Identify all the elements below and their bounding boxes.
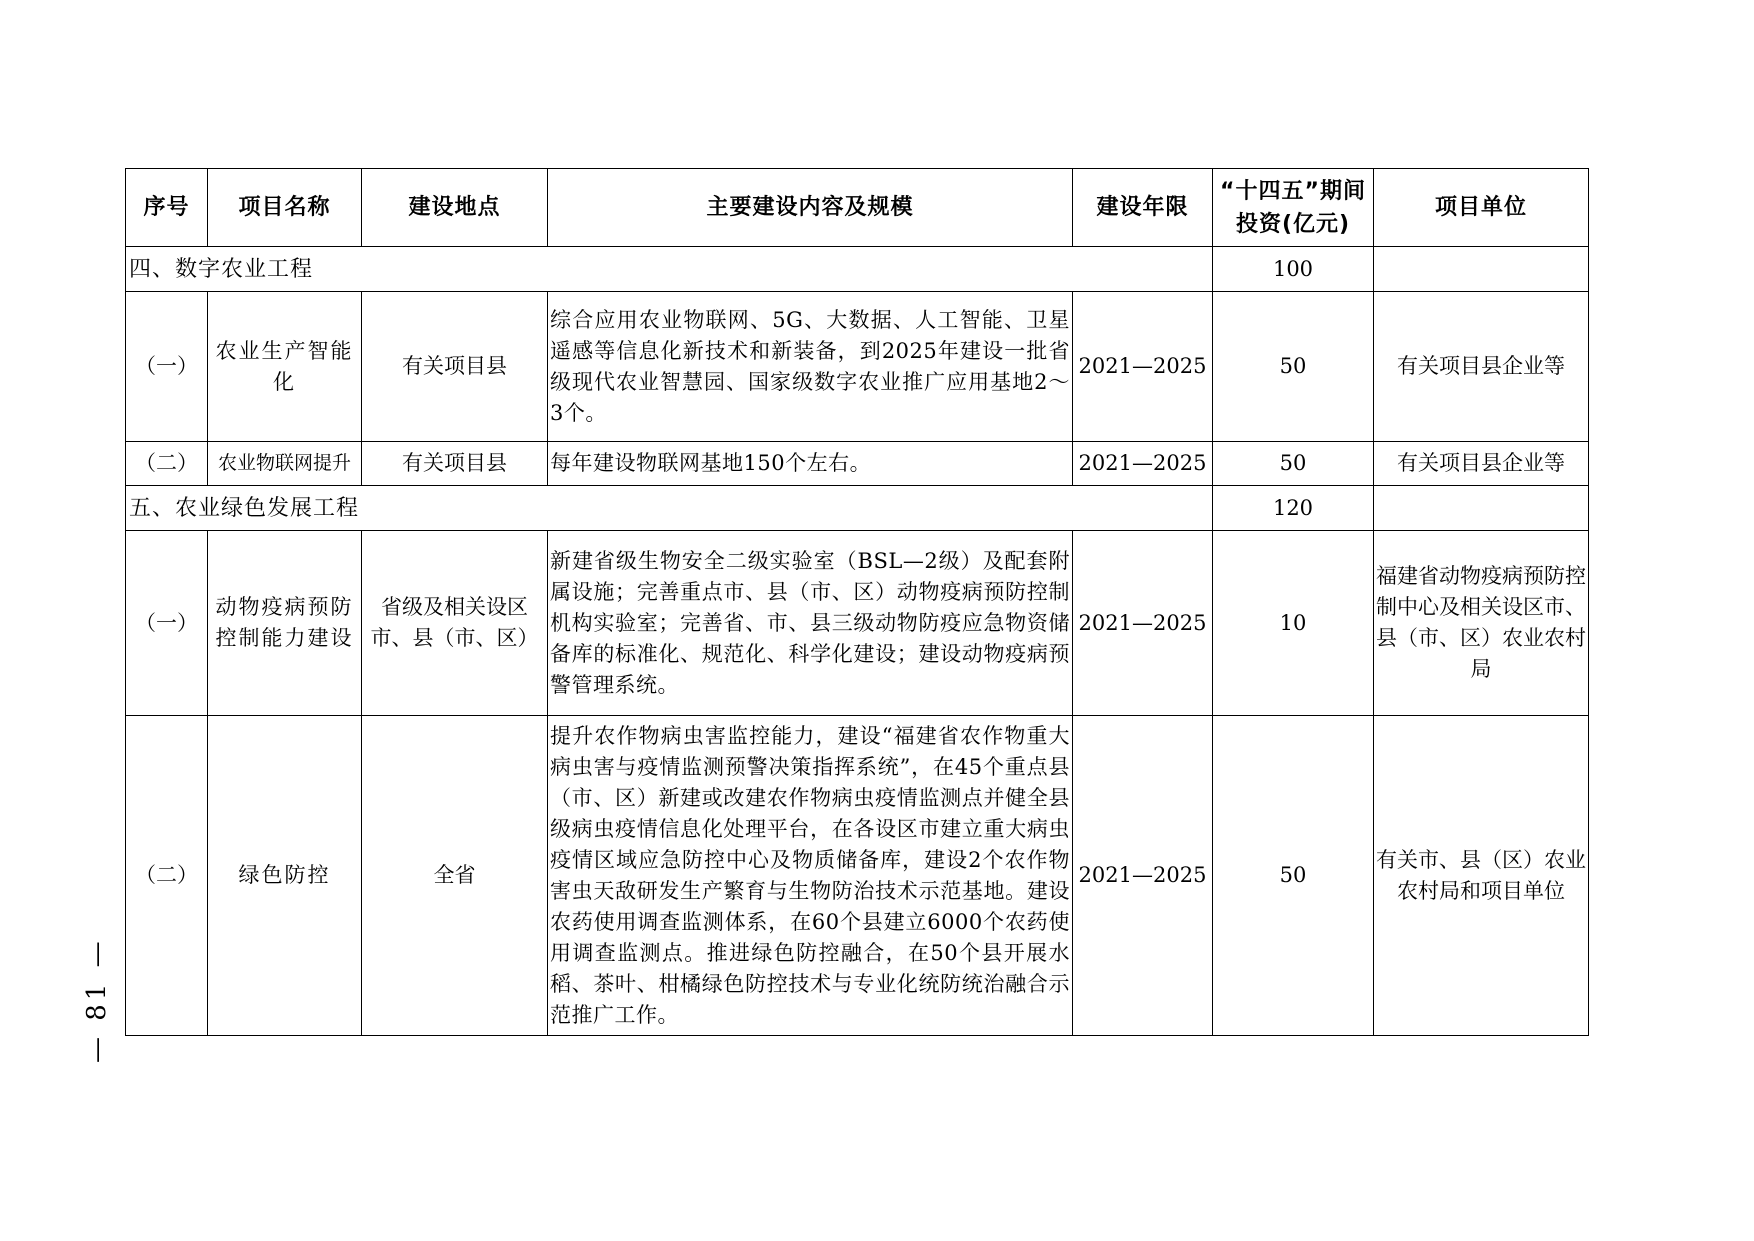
cell-content: 提升农作物病虫害监控能力，建设“福建省农作物重大病虫害与疫情监测预警决策指挥系统”，在45个重点县（市、区）新建或改建农作物病虫疫情监测点并健全县级病虫疫情信息化处理平台，在各设区市建立重大病虫疫情区域应急防控中心及物质储备库，建设2个农作物害虫天敌研发生产繁育与生物防治技术示范基地。建设农药使用调查监测体系，在60个县建立6000个农药使用调查监测点。推进绿色防控融合，在50个县开展水稻、茶叶、柑橘绿色防控技术与专业化统防统治融合示范推广工作。 [548,716,1073,1036]
cell-years: 2021—2025 [1073,442,1213,486]
cell-no: （一） [126,531,208,716]
cell-no: （二） [126,716,208,1036]
cell-investment: 10 [1213,531,1374,716]
header-unit: 项目单位 [1374,169,1589,247]
cell-location: 省级及相关设区市、县（市、区） [362,531,548,716]
header-no: 序号 [126,169,208,247]
project-table [125,168,1589,1036]
cell-project-name: 绿色防控 [208,716,362,1036]
cell-project-name: 农业物联网提升 [208,442,362,486]
cell-investment: 50 [1213,442,1374,486]
section-row [126,247,1589,292]
section-unit-cell [1374,486,1589,531]
cell-unit: 有关项目县企业等 [1374,292,1589,442]
table-body [126,247,1589,1036]
section-investment: 100 [1213,247,1374,292]
cell-investment: 50 [1213,716,1374,1036]
cell-years: 2021—2025 [1073,292,1213,442]
header-investment: “十四五”期间投资(亿元) [1213,169,1374,247]
cell-project-name: 动物疫病预防控制能力建设 [208,531,362,716]
cell-content: 每年建设物联网基地150个左右。 [548,442,1073,486]
table-header-row [126,169,1589,247]
table-row [126,292,1589,442]
header-project-name: 项目名称 [208,169,362,247]
page-number: — 81 — [82,937,112,1063]
header-content: 主要建设内容及规模 [548,169,1073,247]
cell-years: 2021—2025 [1073,531,1213,716]
cell-location: 全省 [362,716,548,1036]
cell-no: （二） [126,442,208,486]
cell-investment: 50 [1213,292,1374,442]
cell-years: 2021—2025 [1073,716,1213,1036]
cell-unit: 有关项目县企业等 [1374,442,1589,486]
cell-content: 综合应用农业物联网、5G、大数据、人工智能、卫星遥感等信息化新技术和新装备，到2025年建设一批省级现代农业智慧园、国家级数字农业推广应用基地2～3个。 [548,292,1073,442]
cell-content: 新建省级生物安全二级实验室（BSL—2级）及配套附属设施；完善重点市、县（市、区）动物疫病预防控制机构实验室；完善省、市、县三级动物防疫应急物资储备库的标准化、规范化、科学化建设；建设动物疫病预警管理系统。 [548,531,1073,716]
cell-unit: 福建省动物疫病预防控制中心及相关设区市、县（市、区）农业农村局 [1374,531,1589,716]
header-location: 建设地点 [362,169,548,247]
section-investment: 120 [1213,486,1374,531]
cell-unit: 有关市、县（区）农业农村局和项目单位 [1374,716,1589,1036]
cell-no: （一） [126,292,208,442]
cell-location: 有关项目县 [362,292,548,442]
document-page [125,168,1588,1036]
table-row [126,442,1589,486]
section-row [126,486,1589,531]
table-row [126,531,1589,716]
cell-project-name: 农业生产智能化 [208,292,362,442]
section-title: 四、数字农业工程 [126,247,1213,292]
section-unit-cell [1374,247,1589,292]
section-title: 五、农业绿色发展工程 [126,486,1213,531]
header-years: 建设年限 [1073,169,1213,247]
table-row [126,716,1589,1036]
cell-location: 有关项目县 [362,442,548,486]
